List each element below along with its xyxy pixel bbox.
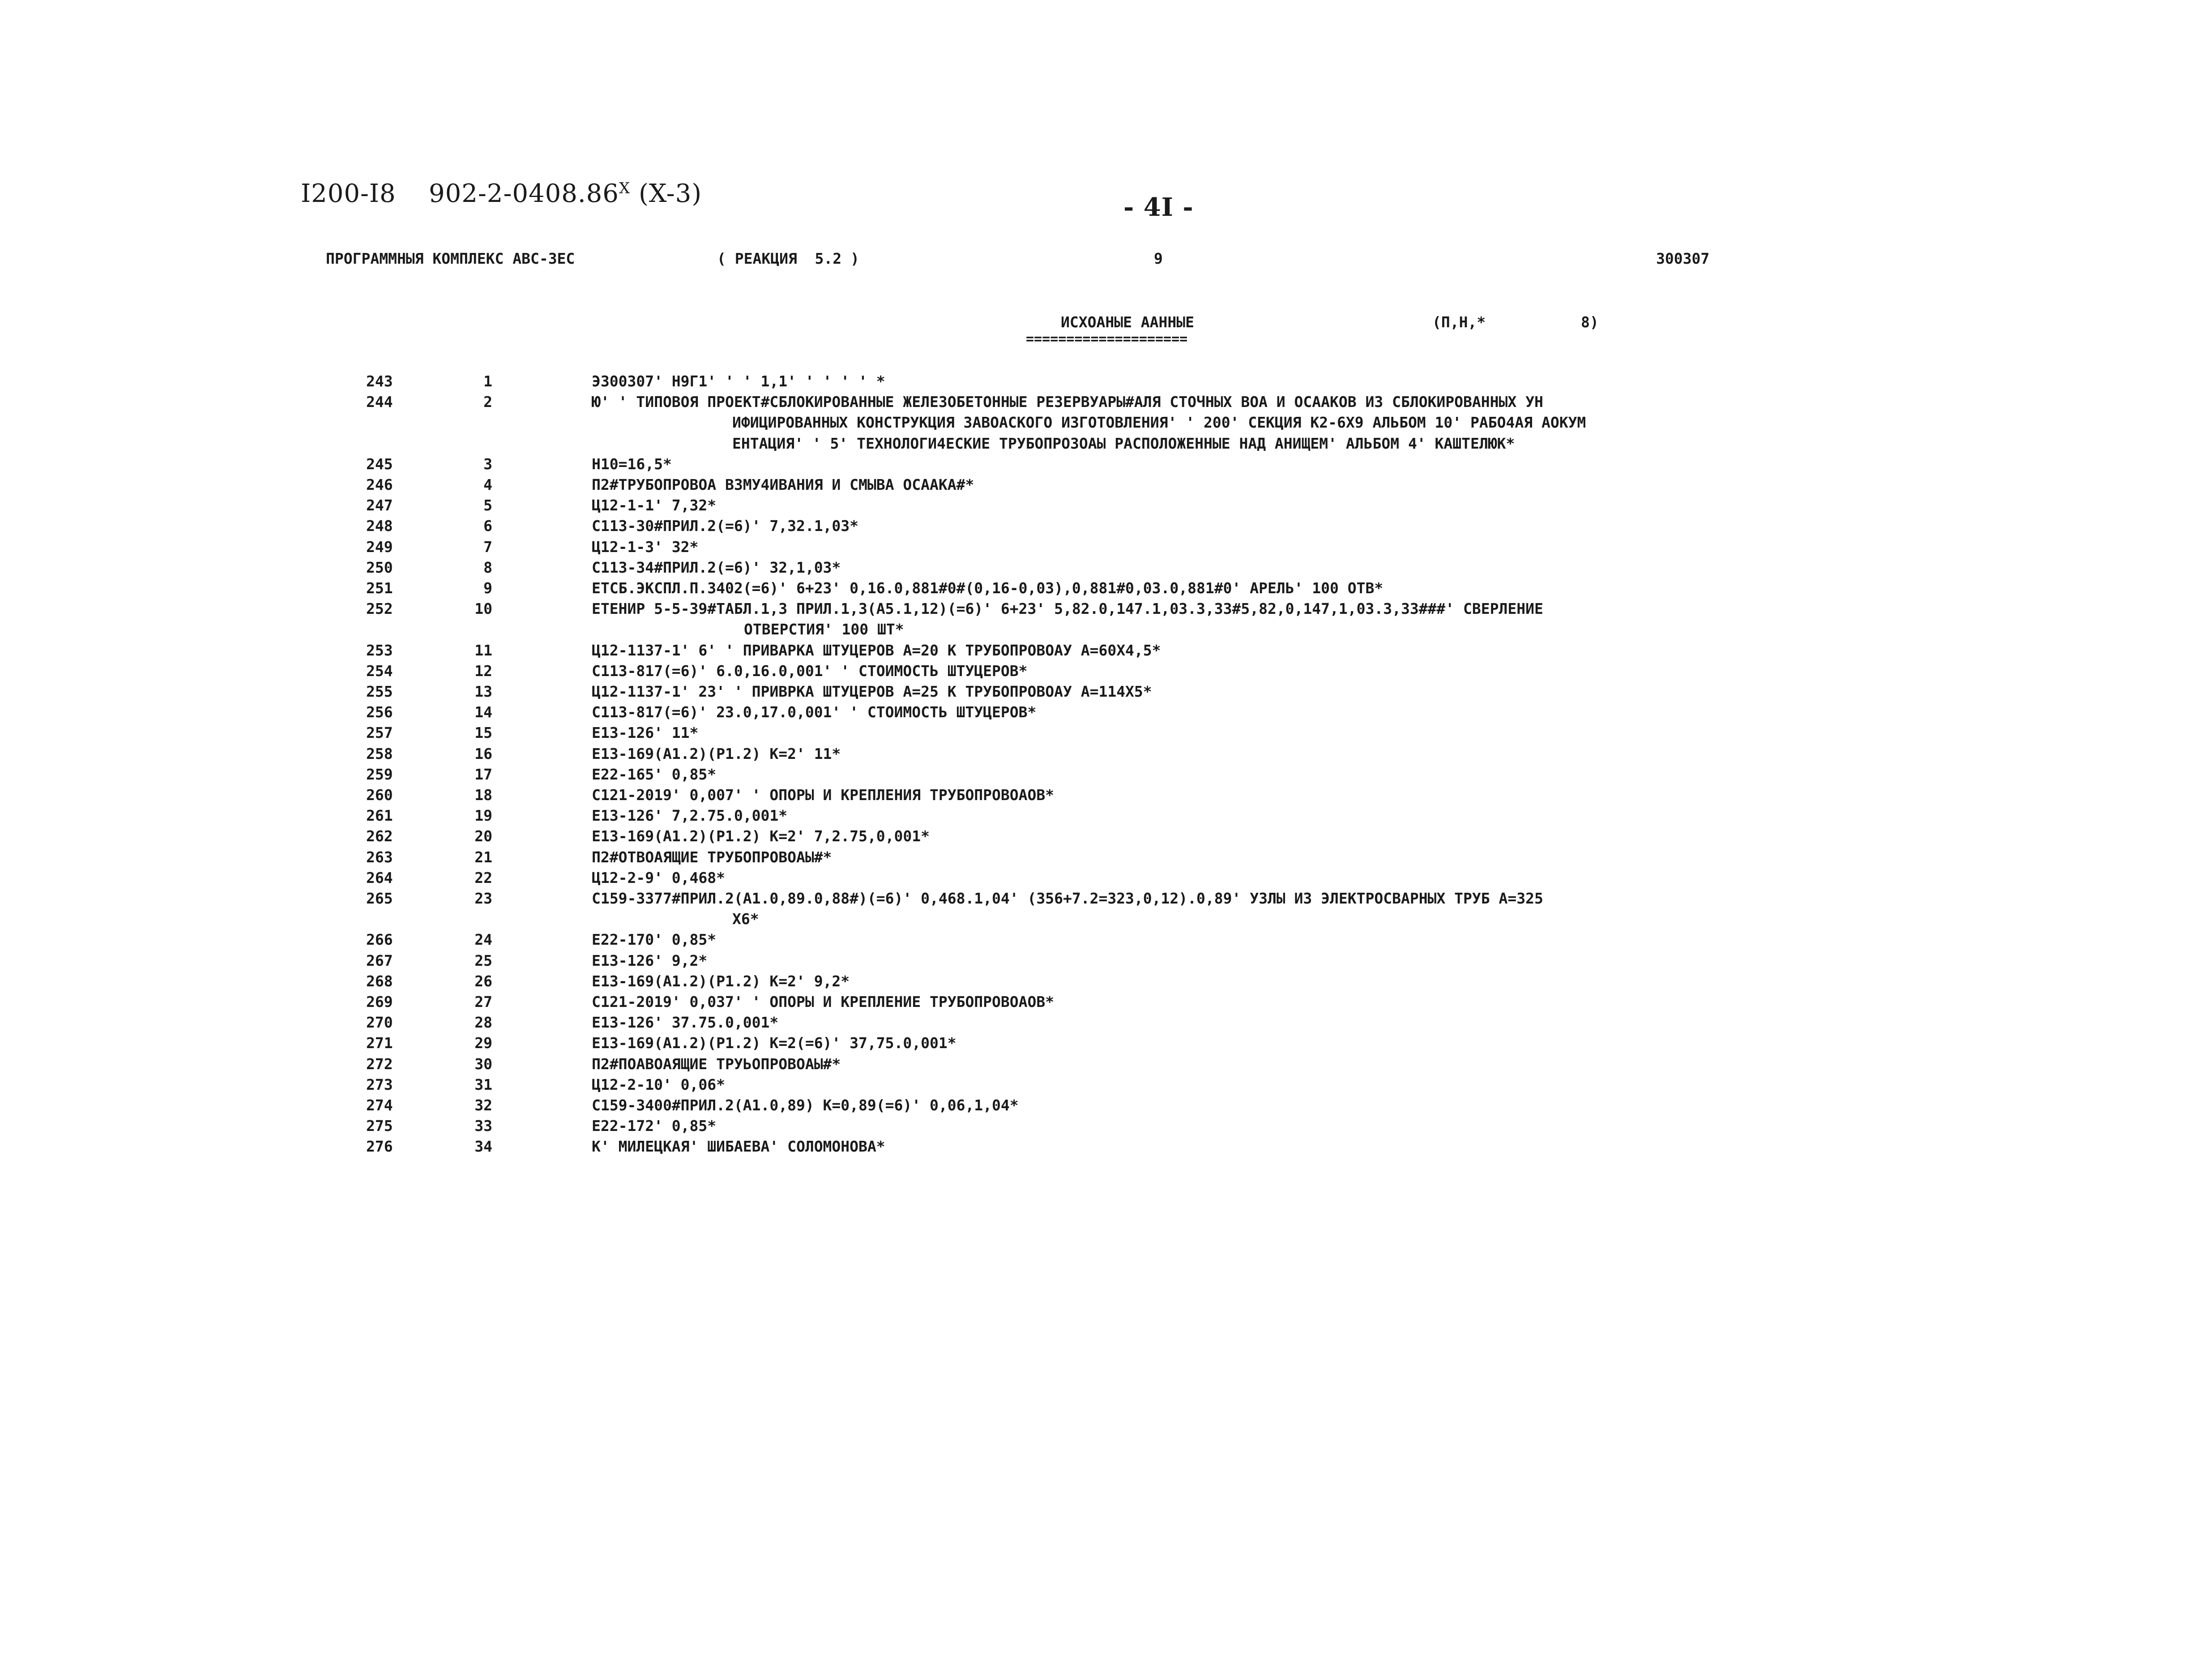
row-number: 249 [366, 538, 393, 556]
row-text: Ю' ' ТИПОВОЯ ПРОЕКТ#СБЛОКИРОВАННЫЕ ЖЕЛЕЗОБЕТОННЫЕ РЕЗЕРВУАРЫ#АЛЯ СТОЧНЫХ ВОА И ОСААКОВ ИЗ СБЛОКИРОВАННЫХ УН [592, 393, 1543, 411]
row-sequence: 11 [474, 641, 492, 659]
row-number: 253 [366, 641, 393, 659]
row-text: ЕТЕНИР 5-5-39#ТАБЛ.1,3 ПРИЛ.1,3(А5.1,12)(=6)' 6+23' 5,82.0,147.1,03.3,33#5,82,0,147,1,03.3,33###' СВЕРЛЕНИЕ [592, 600, 1543, 618]
row-text: Е13-126' 11* [592, 724, 699, 742]
row-sequence: 13 [474, 683, 492, 700]
row-number: 273 [366, 1075, 393, 1093]
row-text: Ц12-1137-1' 6' ' ПРИВАРКА ШТУЦЕРОВ А=20 К ТРУБОПРОВОАУ А=60Х4,5* [592, 641, 1161, 659]
row-sequence: 25 [474, 951, 492, 969]
row-text: П2#ПОАВОАЯЩИЕ ТРУЬОПРОВОАЫ#* [592, 1055, 841, 1073]
row-text: Е13-169(А1.2)(Р1.2) К=2' 11* [592, 745, 841, 762]
row-number: 262 [366, 827, 393, 845]
row-sequence: 6 [483, 517, 492, 535]
row-number: 250 [366, 558, 393, 576]
row-number: 269 [366, 993, 393, 1011]
row-sequence: 7 [483, 538, 492, 556]
row-sequence: 10 [474, 600, 492, 618]
row-text: Е22-170' 0,85* [592, 931, 717, 949]
row-sequence: 26 [474, 972, 492, 990]
row-sequence: 12 [474, 662, 492, 680]
row-number: 243 [366, 373, 393, 390]
row-number: 263 [366, 848, 393, 866]
row-number: 248 [366, 517, 393, 535]
row-sequence: 34 [474, 1138, 492, 1156]
row-number: 254 [366, 662, 393, 680]
row-text: Е13-126' 7,2.75.0,001* [592, 807, 788, 825]
row-number: 271 [366, 1034, 393, 1052]
row-number: 264 [366, 869, 393, 886]
row-sequence: 5 [483, 497, 492, 514]
row-text: Е22-172' 0,85* [592, 1117, 717, 1135]
row-number: 266 [366, 931, 393, 949]
row-number: 272 [366, 1055, 393, 1073]
row-sequence: 24 [474, 931, 492, 949]
row-sequence: 29 [474, 1034, 492, 1052]
row-number: 257 [366, 724, 393, 742]
section-params-value: 8) [1581, 313, 1599, 331]
row-text: Ц12-1-3' 32* [592, 538, 699, 556]
row-number: 268 [366, 972, 393, 990]
row-text: Е22-165' 0,85* [592, 765, 717, 783]
row-text: С159-3400#ПРИЛ.2(А1.0,89) К=0,89(=6)' 0,06,1,04* [592, 1096, 1019, 1114]
row-text: С121-2019' 0,037' ' ОПОРЫ И КРЕПЛЕНИЕ ТРУБОПРОВОАОВ* [592, 993, 1055, 1011]
row-text: К' МИЛЕЦКАЯ' ШИБАЕВА' СОЛОМОНОВА* [592, 1138, 885, 1156]
row-text: Ц12-2-9' 0,468* [592, 869, 726, 886]
row-sequence: 28 [474, 1014, 492, 1032]
document-code: I200-I8 [301, 179, 396, 208]
row-text: С113-817(=6)' 23.0,17.0,001' ' СТОИМОСТЬ ШТУЦЕРОВ* [592, 703, 1037, 721]
report-code: 300307 [1656, 250, 1710, 267]
row-number: 259 [366, 765, 393, 783]
row-text: Е13-169(А1.2)(Р1.2) К=2' 7,2.75,0,001* [592, 827, 930, 845]
row-sequence: 19 [474, 807, 492, 825]
row-text: Ц12-1137-1' 23' ' ПРИВРКА ШТУЦЕРОВ А=25 К ТРУБОПРОВОАУ А=114Х5* [592, 683, 1152, 700]
row-number: 265 [366, 890, 393, 907]
row-number: 255 [366, 683, 393, 700]
project-code-suffix: (X-3) [630, 179, 702, 208]
row-sequence: 18 [474, 786, 492, 804]
row-number: 244 [366, 393, 393, 411]
section-title: ИСХОАНЫЕ ААННЫЕ [1061, 313, 1195, 331]
row-number: 247 [366, 497, 393, 514]
project-code [429, 179, 702, 208]
row-text: С113-34#ПРИЛ.2(=6)' 32,1,03* [592, 558, 841, 576]
row-sequence: 4 [483, 476, 492, 493]
row-sequence: 2 [483, 393, 492, 411]
row-sequence: 31 [474, 1075, 492, 1093]
row-number: 274 [366, 1096, 393, 1114]
row-number: 267 [366, 951, 393, 969]
row-sequence: 22 [474, 869, 492, 886]
section-underline: ==================== [1026, 331, 1188, 347]
row-text: Е13-126' 37.75.0,001* [592, 1014, 779, 1032]
row-sequence: 16 [474, 745, 492, 762]
row-sequence: 3 [483, 455, 492, 473]
row-number: 276 [366, 1138, 393, 1156]
row-number: 246 [366, 476, 393, 493]
section-params: (П,Н,* [1432, 313, 1486, 331]
sheet-number: 9 [1154, 250, 1163, 267]
row-text-continuation: ОТВЕРСТИЯ' 100 ШТ* [744, 621, 904, 638]
row-number: 260 [366, 786, 393, 804]
row-text: Е13-169(А1.2)(Р1.2) К=2(=6)' 37,75.0,001* [592, 1034, 957, 1052]
row-number: 245 [366, 455, 393, 473]
row-text-continuation: ЕНТАЦИЯ' ' 5' ТЕХНОЛОГИ4ЕСКИЕ ТРУБОПРОЗОАЫ РАСПОЛОЖЕННЫЕ НАД АНИЩЕМ' АЛЬБОМ 4' КАШТЕЛЮК* [732, 434, 1515, 452]
row-text-continuation: ИФИЦИРОВАННЫХ КОНСТРУКЦИЯ ЗАВОАСКОГО ИЗГОТОВЛЕНИЯ' ' 200' СЕКЦИЯ К2-6Х9 АЛЬБОМ 10' РАБО4АЯ АОКУМ [732, 414, 1586, 432]
row-text: П2#ТРУБОПРОВОА ВЗМУ4ИВАНИЯ И СМЫВА ОСААКА#* [592, 476, 974, 493]
row-text: С113-817(=6)' 6.0,16.0,001' ' СТОИМОСТЬ ШТУЦЕРОВ* [592, 662, 1028, 680]
project-code-sup: X [619, 179, 631, 197]
row-text: С113-30#ПРИЛ.2(=6)' 7,32.1,03* [592, 517, 859, 535]
row-text: П2#ОТВОАЯЩИЕ ТРУБОПРОВОАЫ#* [592, 848, 832, 866]
row-text: С121-2019' 0,007' ' ОПОРЫ И КРЕПЛЕНИЯ ТРУБОПРОВОАОВ* [592, 786, 1055, 804]
edition: ( РЕАКЦИЯ 5.2 ) [717, 250, 859, 267]
row-sequence: 1 [483, 373, 492, 390]
row-sequence: 27 [474, 993, 492, 1011]
row-sequence: 30 [474, 1055, 492, 1073]
project-code-main: 902-2-0408.86 [429, 179, 619, 208]
row-number: 256 [366, 703, 393, 721]
row-sequence: 9 [483, 579, 492, 597]
row-text-continuation: Х6* [732, 910, 759, 928]
row-text: Э300307' Н9Г1' ' ' 1,1' ' ' ' ' * [592, 373, 885, 390]
row-number: 270 [366, 1014, 393, 1032]
page-number: - 4I - [1123, 193, 1194, 222]
row-text: Ц12-1-1' 7,32* [592, 497, 717, 514]
row-number: 251 [366, 579, 393, 597]
row-text: С159-3377#ПРИЛ.2(А1.0,89.0,88#)(=6)' 0,468.1,04' (356+7.2=323,0,12).0,89' УЗЛЫ ИЗ ЭЛЕКТРОСВАРНЫХ ТРУБ А=325 [592, 890, 1543, 907]
row-number: 258 [366, 745, 393, 762]
row-sequence: 33 [474, 1117, 492, 1135]
row-text: Ц12-2-10' 0,06* [592, 1075, 726, 1093]
row-sequence: 14 [474, 703, 492, 721]
row-number: 261 [366, 807, 393, 825]
row-sequence: 21 [474, 848, 492, 866]
row-text: Е13-169(А1.2)(Р1.2) К=2' 9,2* [592, 972, 850, 990]
row-number: 252 [366, 600, 393, 618]
row-number: 275 [366, 1117, 393, 1135]
row-sequence: 15 [474, 724, 492, 742]
row-text: Н10=16,5* [592, 455, 672, 473]
row-sequence: 17 [474, 765, 492, 783]
row-text: ЕТСБ.ЭКСПЛ.П.3402(=6)' 6+23' 0,16.0,881#0#(0,16-0,03),0,881#0,03.0,881#0' АРЕЛЬ' 100 ОТВ* [592, 579, 1384, 597]
row-sequence: 8 [483, 558, 492, 576]
row-sequence: 20 [474, 827, 492, 845]
row-sequence: 23 [474, 890, 492, 907]
row-sequence: 32 [474, 1096, 492, 1114]
program-name: ПРОГРАММНЫЯ КОМПЛЕКС АВС-ЗЕС [326, 250, 575, 267]
row-text: Е13-126' 9,2* [592, 951, 708, 969]
